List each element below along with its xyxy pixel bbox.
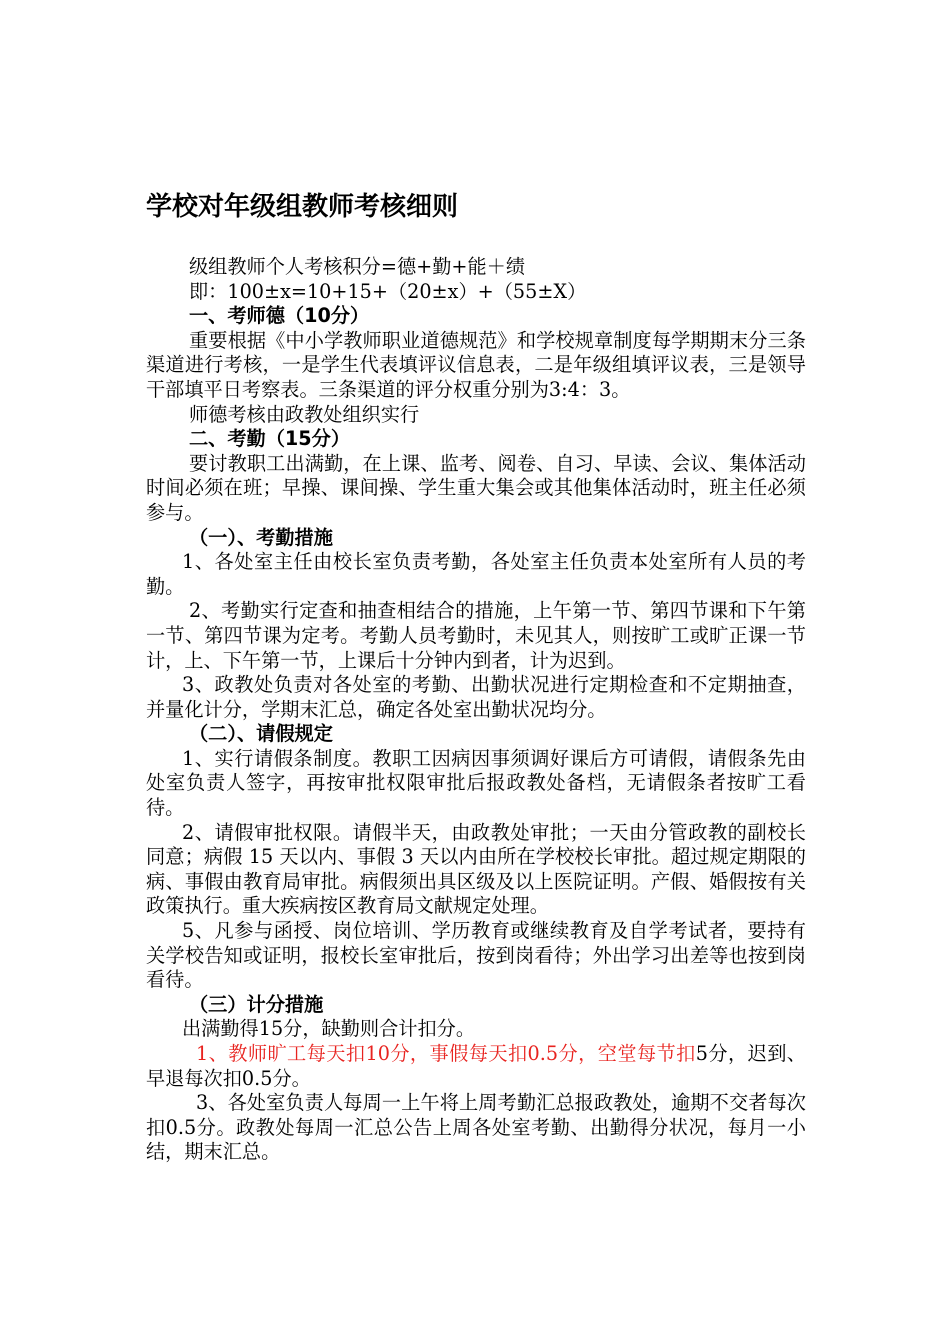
subsection-heading-attendance-measures: （一）、考勤措施 (189, 525, 333, 549)
paragraph-leave-1: 1、实行请假条制度。教职工因病因事须调好课后方可请假，请假条先由处室负责人签字，再按审批权限审批后报政教处备档，无请假条者按旷工看待。 (146, 746, 806, 820)
formula-line-2: 即：100±x=10+15+（20±x）+（55±X） (189, 279, 587, 303)
document-title: 学校对年级组教师考核细则 (146, 192, 459, 222)
paragraph-scoring-intro: 出满勤得15分，缺勤则合计扣分。 (182, 1017, 476, 1041)
section-heading-ethics: 一、考师德（10分） (189, 304, 370, 328)
deduction-text-continued: 5分，迟到、早退每次扣0.5分。 (146, 1042, 806, 1090)
paragraph-ethics-assessment: 重要根据《中小学教师职业道德规范》和学校规章制度每学期期末分三条渠道进行考核，一是学生代表填评议信息表，二是年级组填评议表，三是领导干部填平日考察表。三条渠道的评分权重分别为3:4：3。 (146, 328, 806, 401)
document-body (146, 255, 806, 1165)
paragraph-leave-2: 2、请假审批权限。请假半天，由政教处审批；一天由分管政教的副校长同意；病假 15 天以内、事假 3 天以内由所在学校校长审批。超过规定期限的病、事假由教育局审批。病假须出具区级及以上医院证明。产假、婚假按有关政策执行。重大疾病按区教育局文献规定处理。 (146, 820, 806, 918)
paragraph-leave-5: 5、凡参与函授、岗位培训、学历教育或继续教育及自学考试者，要持有关学校告知或证明，报校长室审批后，按到岗看待；外出学习出差等也按到岗看待。 (146, 919, 806, 992)
paragraph-measure-2: 2、考勤实行定查和抽查相结合的措施，上午第一节、第四节课和下午第一节、第四节课为定考。考勤人员考勤时，未见其人，则按旷工或旷正课一节计，上、下午第一节，上课后十分钟内到者，计为迟到。 (146, 599, 806, 672)
section-heading-attendance: 二、考勤（15分） (189, 427, 351, 451)
paragraph-scoring-3: 3、各处室负责人每周一上午将上周考勤汇总报政教处，逾期不交者每次扣0.5分。政教处每周一汇总公告上周各处室考勤、出勤得分状况，每月一小结，期末汇总。 (146, 1091, 806, 1164)
paragraph-measure-3: 3、政教处负责对各处室的考勤、出勤状况进行定期检查和不定期抽查，并量化计分，学期末汇总，确定各处室出勤状况均分。 (146, 673, 806, 721)
paragraph-attendance-requirements: 要讨教职工出满勤，在上课、监考、阅卷、自习、早读、会议、集体活动时间必须在班；早操、课间操、学生重大集会或其他集体活动时，班主任必须参与。 (146, 451, 806, 524)
formula-line-1: 级组教师个人考核积分=德+勤+能＋绩 (189, 255, 526, 278)
highlighted-deduction-text: 1、教师旷工每天扣10分，事假每天扣0.5分，空堂每节扣 (196, 1042, 696, 1065)
subsection-heading-scoring: （三）计分措施 (189, 992, 324, 1016)
paragraph-ethics-organizer: 师德考核由政教处组织实行 (189, 402, 420, 426)
subsection-heading-leave-rules: （二）、请假规定 (189, 722, 333, 746)
paragraph-measure-1: 1、各处室主任由校长室负责考勤，各处室主任负责本处室所有人员的考勤。 (146, 550, 806, 598)
paragraph-scoring-1 (146, 1042, 806, 1091)
